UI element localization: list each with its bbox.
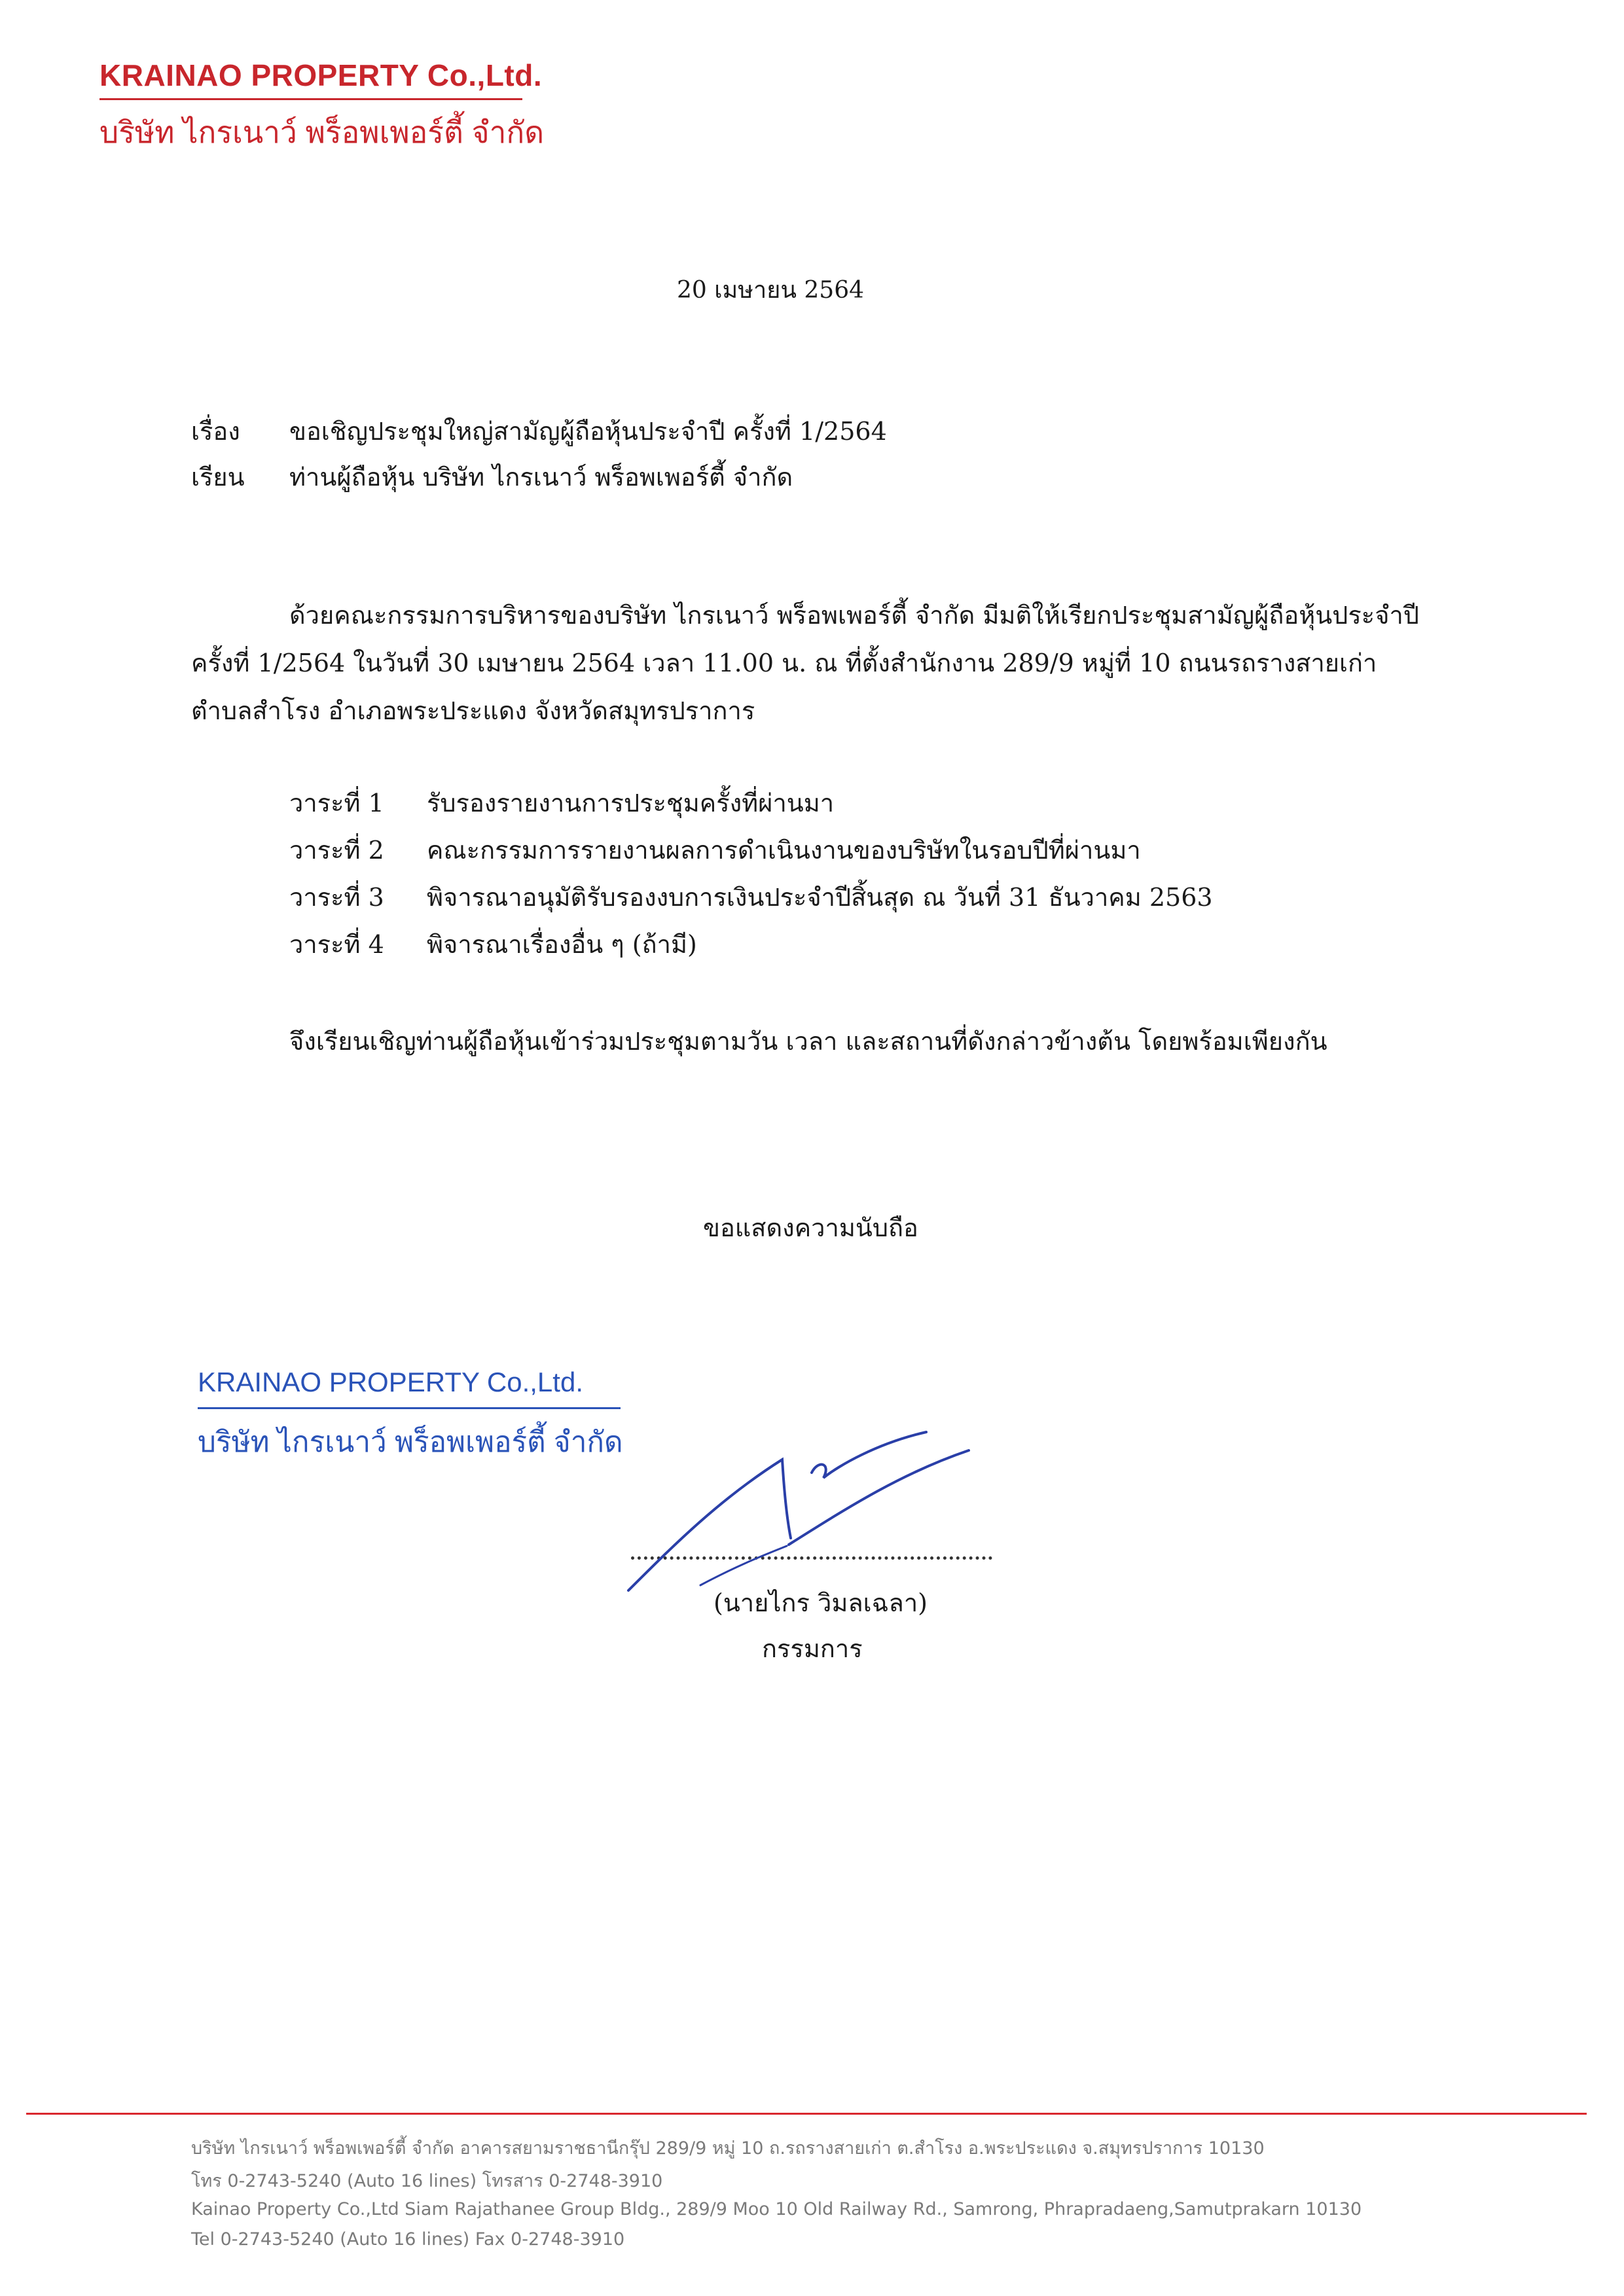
stamp-company-en: KRAINAO PROPERTY Co.,Ltd. (198, 1367, 583, 1397)
letter-date: 20 เมษายน 2564 (677, 277, 864, 304)
subject-text: ขอเชิญประชุมใหญ่สามัญผู้ถือหุ้นประจำปี ครั้งที่ 1/2564 (289, 417, 887, 446)
footer-phone-en: Tel 0-2743-5240 (Auto 16 lines) Fax 0-2748-3910 (191, 2229, 625, 2250)
regards-text: ขอแสดงความนับถือ (703, 1213, 918, 1242)
letterhead-company-en: KRAINAO PROPERTY Co.,Ltd. (99, 58, 543, 92)
footer-address-th: บริษัท ไกรเนาว์ พร็อพเพอร์ตี้ จำกัด อาคารสยามราชธานีกรุ๊ป 289/9 หมู่ 10 ถ.รถรางสายเก่า ต.สำโรง อ.พระประแดง จ.สมุทรปราการ 10130 (191, 2138, 1265, 2159)
closing-paragraph: จึงเรียนเชิญท่านผู้ถือหุ้นเข้าร่วมประชุมตามวัน เวลา และสถานที่ดังกล่าวข้างต้น โดยพร้อมเพียงกัน (289, 1027, 1327, 1056)
agenda-item (289, 783, 1435, 830)
letterhead-company-th: บริษัท ไกรเนาว์ พร็อพเพอร์ตี้ จำกัด (99, 115, 545, 149)
agenda-number: วาระที่ 4 (289, 930, 384, 959)
stamp-divider (198, 1407, 621, 1409)
letterhead-divider (99, 98, 522, 100)
agenda-number: วาระที่ 3 (289, 883, 384, 912)
agenda-number: วาระที่ 1 (289, 789, 384, 817)
footer-phone-th: โทร 0-2743-5240 (Auto 16 lines) โทรสาร 0-2748-3910 (191, 2171, 663, 2191)
agenda-text: พิจารณาอนุมัติรับรองงบการเงินประจำปีสิ้นสุด ณ วันที่ 31 ธันวาคม 2563 (427, 883, 1213, 912)
recipient-text: ท่านผู้ถือหุ้น บริษัท ไกรเนาว์ พร็อพเพอร์ตี้ จำกัด (289, 463, 793, 492)
agenda-item (289, 924, 1435, 971)
agenda-list (289, 783, 1435, 971)
body-paragraph: ด้วยคณะกรรมการบริหารของบริษัท ไกรเนาว์ พร็อพเพอร์ตี้ จำกัด มีมติให้เรียกประชุมสามัญผู้ถือหุ้นประจำปี ครั้งที่ 1/2564 ในวันที่ 30 เมษายน 2564 เวลา 11.00 น. ณ ที่ตั้งสำนักงาน 289/9 หมู่ที่ 10 ถนนรถรางสายเก่า ตำบลสำโรง อำเภอพระประแดง จังหวัดสมุทรปราการ (191, 601, 1419, 725)
agenda-text: คณะกรรมการรายงานผลการดำเนินงานของบริษัทในรอบปีที่ผ่านมา (427, 836, 1141, 865)
agenda-item (289, 877, 1435, 924)
footer-address-en: Kainao Property Co.,Ltd Siam Rajathanee Group Bldg., 289/9 Moo 10 Old Railway Rd., Samrong, Phrapradaeng,Samutprakarn 10130 (191, 2199, 1362, 2219)
footer-divider (26, 2113, 1587, 2115)
agenda-text: พิจารณาเรื่องอื่น ๆ (ถ้ามี) (427, 930, 697, 959)
signature-image (615, 1414, 982, 1597)
subject-label: เรื่อง (191, 417, 240, 446)
recipient-label: เรียน (191, 463, 245, 492)
stamp-company-th: บริษัท ไกรเนาว์ พร็อพเพอร์ตี้ จำกัด (198, 1426, 623, 1458)
signer-title: กรรมการ (762, 1634, 863, 1663)
agenda-number: วาระที่ 2 (289, 836, 384, 865)
agenda-item (289, 830, 1435, 877)
signer-name: (นายไกร วิมลเฉลา) (713, 1588, 928, 1617)
agenda-text: รับรองรายงานการประชุมครั้งที่ผ่านมา (427, 789, 835, 817)
